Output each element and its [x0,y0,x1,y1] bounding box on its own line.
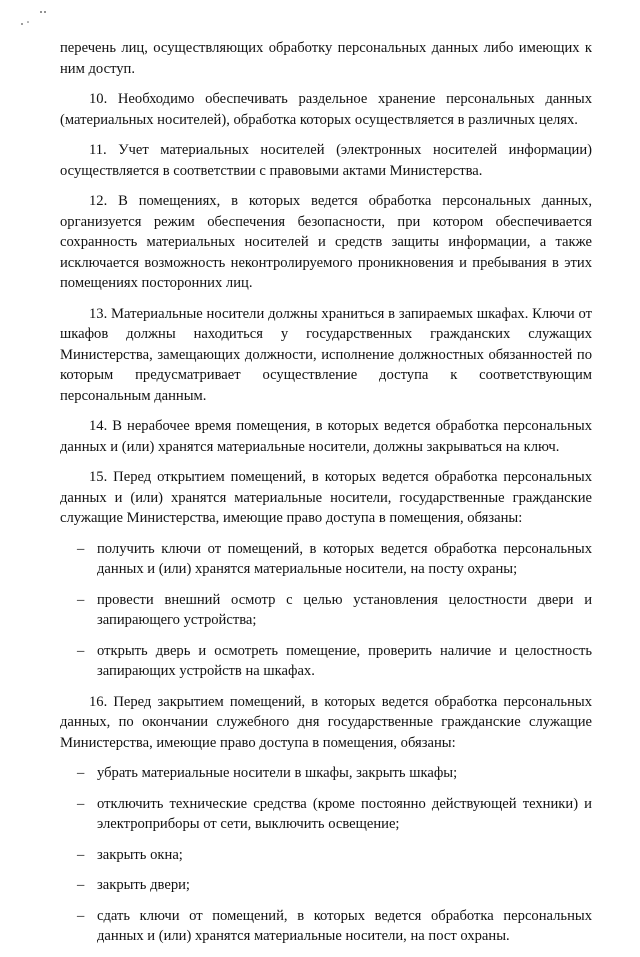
paragraph-14: 14. В нерабочее время помещения, в которых ведется обработка персональных данных и (или) хранятся материальные носители, должны закрываться на ключ. [60,418,592,455]
dash-bullet: – [77,877,85,893]
list-item: – отключить технические средства (кроме постоянно действующей техники) и электроприборы от сети, выключить освещение; [77,795,592,832]
paragraph-continuation: перечень лиц, осуществляющих обработку персональных данных либо имеющих к ним доступ. [60,40,592,77]
dash-bullet: – [77,591,85,608]
scan-artifact-dots [19,8,49,28]
list-item: – убрать материальные носители в шкафы, закрыть шкафы; [60,763,592,784]
list-item: – сдать ключи от помещений, в которых ведется обработка персональных данных и (или) хранятся материальные носители, на пост охраны. [77,907,592,944]
paragraph-12: 12. В помещениях, в которых ведется обработка персональных данных, организуется режим обеспечения безопасности, при котором обеспечивается сохранность материальных носителей и средств защиты информации, а также исключается возможность неконтролируемого проникновения и пребывания в этих помещениях посторонних лиц. [60,193,592,291]
list-item: – провести внешний осмотр с целью установления целостности двери и запирающего устройства; [77,591,592,628]
paragraph-10: 10. Необходимо обеспечивать раздельное хранение персональных данных (материальных носителей), обработка которых осуществляется в различных целях. [60,91,592,128]
list-paragraph-16 [60,763,592,947]
dash-bullet: – [77,642,85,659]
dash-bullet: – [77,907,85,924]
dash-bullet: – [77,795,85,812]
list-item: – закрыть окна; [60,845,592,866]
dash-bullet: – [77,846,85,863]
paragraph-15: 15. Перед открытием помещений, в которых ведется обработка персональных данных и (или) хранятся материальные носители, государственные гражданские служащие Министерства, имеющие право доступа в помещения, обязаны: [60,469,592,526]
list-item: – открыть дверь и осмотреть помещение, проверить наличие и целостность запирающих устройств на шкафах. [77,642,592,679]
list-item: – получить ключи от помещений, в которых ведется обработка персональных данных и (или) хранятся материальные носители, на посту охраны; [77,540,592,577]
list-paragraph-15 [60,539,592,682]
dash-bullet: – [77,765,85,781]
list-item: – закрыть двери; [60,875,592,896]
document-page [60,38,592,957]
dash-bullet: – [77,540,85,557]
paragraph-11: 11. Учет материальных носителей (электронных носителей информации) осуществляется в соответствии с правовыми актами Министерства. [60,142,592,179]
paragraph-16: 16. Перед закрытием помещений, в которых ведется обработка персональных данных, по окончании служебного дня государственные гражданские служащие Министерства, имеющие право доступа в помещения, обязаны: [60,693,592,751]
paragraph-13: 13. Материальные носители должны храниться в запираемых шкафах. Ключи от шкафов должны находиться у государственных гражданских служащих Министерства, замещающих должности, исполнение должностных обязанностей по которым предусматривает осуществление доступа к соответствующим персональным данным. [60,305,592,404]
